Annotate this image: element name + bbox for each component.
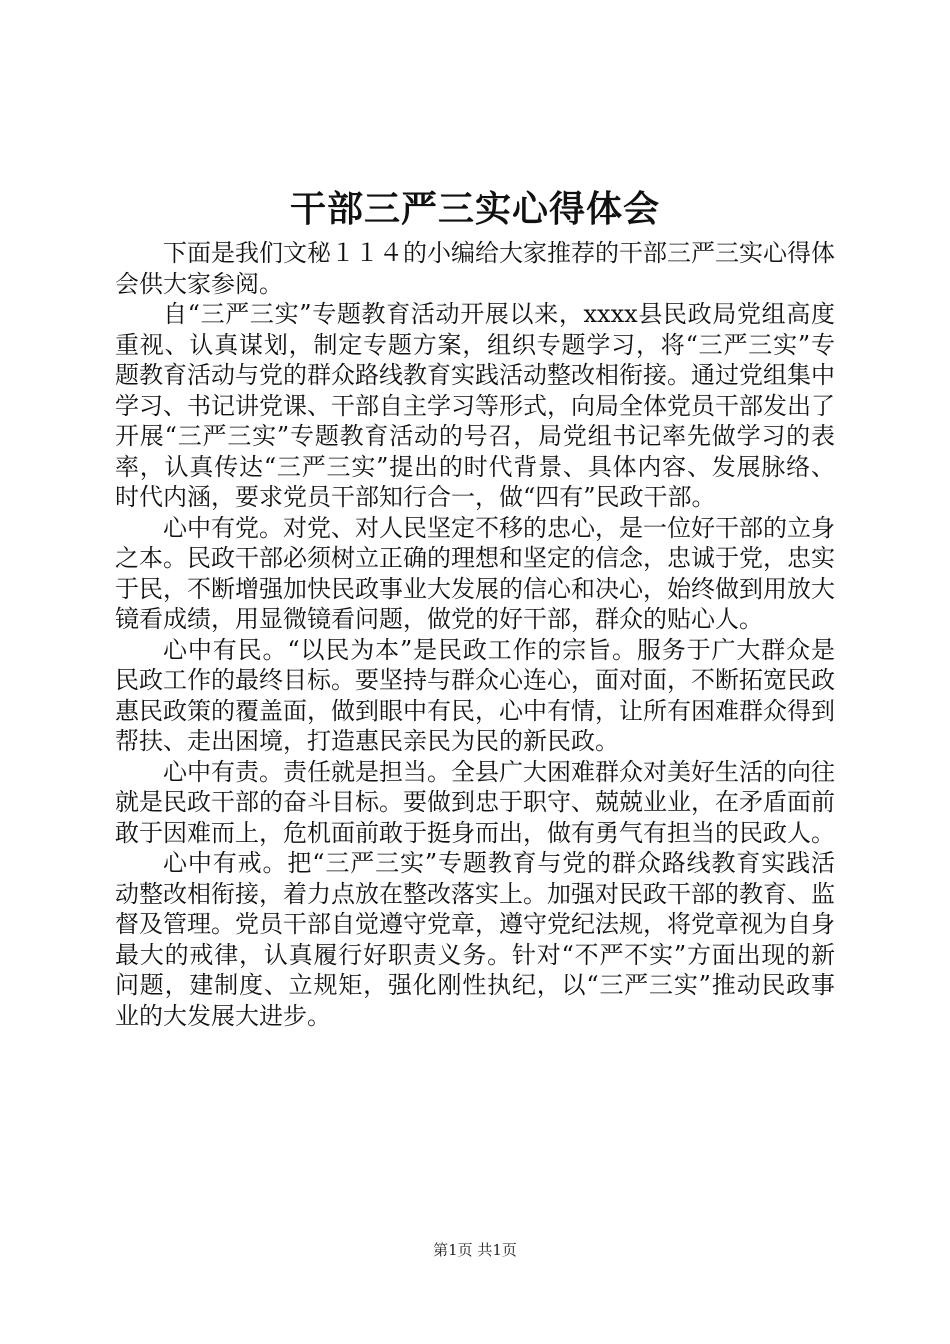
page-footer: 第1页 共1页 <box>433 1241 517 1259</box>
paragraph-intro: 下面是我们文秘１１４的小编给大家推荐的干部三严三实心得体会供大家参阅。 <box>115 239 835 298</box>
document-title: 干部三严三实心得体会 <box>289 188 660 230</box>
paragraph-responsibility: 心中有责。责任就是担当。全县广大困难群众对美好生活的向往就是民政干部的奋斗目标。要做到忠于职守、兢兢业业，在矛盾面前敢于因难而上，危机面前敢于挺身而出，做有勇气有担当的民政人。 <box>115 757 835 847</box>
paragraph-people: 心中有民。“以民为本”是民政工作的宗旨。服务于广大群众是民政工作的最终目标。要坚持与群众心连心，面对面，不断拓宽民政惠民政策的覆盖面，做到眼中有民，心中有情，让所有困难群众得到帮扶、走出困境，打造惠民亲民为民的新民政。 <box>115 635 835 755</box>
document-body <box>115 238 835 1031</box>
paragraph-party: 心中有党。对党、对人民坚定不移的忠心，是一位好干部的立身之本。民政干部必须树立正确的理想和坚定的信念，忠诚于党，忠实于民，不断增强加快民政事业大发展的信心和决心，始终做到用放大镜看成绩，用显微镜看问题，做党的好干部，群众的贴心人。 <box>115 513 835 633</box>
paragraph-background: 自“三严三实”专题教育活动开展以来，xxxx县民政局党组高度重视、认真谋划，制定专题方案，组织专题学习，将“三严三实”专题教育活动与党的群众路线教育实践活动整改相衔接。通过党组集中学习、书记讲党课、干部自主学习等形式，向局全体党员干部发出了开展“三严三实”专题教育活动的号召，局党组书记率先做学习的表率，认真传达“三严三实”提出的时代背景、具体内容、发展脉络、时代内涵，要求党员干部知行合一，做“四有”民政干部。 <box>115 300 835 511</box>
paragraph-discipline: 心中有戒。把“三严三实”专题教育与党的群众路线教育实践活动整改相衔接，着力点放在整改落实上。加强对民政干部的教育、监督及管理。党员干部自觉遵守党章，遵守党纪法规，将党章视为自身最大的戒律，认真履行好职责义务。针对“不严不实”方面出现的新问题，建制度、立规矩，强化刚性执纪，以“三严三实”推动民政事业的大发展大进步。 <box>115 849 835 1030</box>
